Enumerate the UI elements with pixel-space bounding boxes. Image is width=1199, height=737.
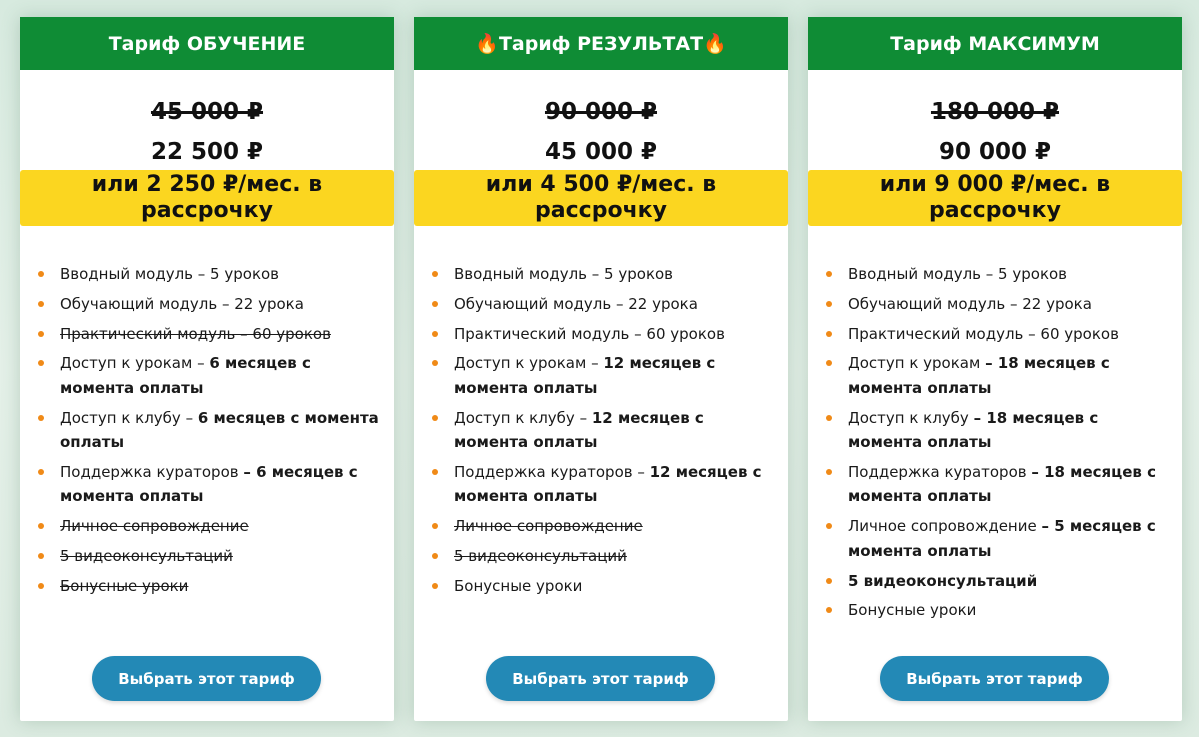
feature-item [432,574,780,599]
feature-text: Практический модуль – 60 уроков [454,324,725,343]
fire-icon: 🔥 [475,33,499,55]
feature-text: Доступ к клубу – [454,408,592,427]
feature-text: 5 видеоконсультаций [60,547,233,566]
fire-icon: 🔥 [703,33,727,55]
bullet-icon [826,578,832,584]
feature-text: Бонусные уроки [848,601,977,620]
feature-item [826,569,1174,594]
feature-item [432,351,780,400]
bullet-icon [432,301,438,307]
bullet-icon [38,360,44,366]
card-header [808,17,1182,70]
feature-item [826,460,1174,509]
bullet-icon [38,553,44,559]
feature-bold: 6 месяцев с момента оплаты [60,354,311,397]
feature-item [432,406,780,455]
bullet-icon [38,523,44,529]
bullet-icon [826,301,832,307]
bullet-icon [38,301,44,307]
select-tariff-button[interactable]: Выбрать этот тариф [486,656,715,701]
feature-bold: – 5 месяцев с момента оплаты [848,517,1156,560]
bullet-icon [38,415,44,421]
feature-bold: 6 месяцев с момента оплаты [60,408,379,452]
feature-text: Практический модуль – 60 уроков [60,324,331,343]
feature-item [38,574,386,599]
tariff-card-maksimum [808,17,1182,721]
feature-bold: 5 видеоконсультаций [848,571,1038,590]
bullet-icon [38,271,44,277]
bullet-icon [432,271,438,277]
feature-item [826,598,1174,623]
feature-item [432,262,780,287]
feature-bold: 12 месяцев с момента оплаты [454,462,762,506]
feature-list [38,262,386,604]
feature-text: Бонусные уроки [454,576,583,595]
feature-item [38,322,386,347]
feature-item [826,262,1174,287]
feature-text: Вводный модуль – 5 уроков [60,265,280,283]
installment-banner [808,170,1182,226]
feature-item [38,292,386,317]
feature-item [432,460,780,509]
feature-bold: – 18 месяцев с момента оплаты [848,462,1157,506]
bullet-icon [826,360,832,366]
installment-text: или 4 500 ₽/мес. в рассрочку [485,172,717,223]
card-header [414,17,788,70]
new-price: 45 000 ₽ [544,139,658,165]
feature-item [432,514,780,539]
feature-item [38,351,386,400]
feature-item [826,351,1174,400]
bullet-icon [432,553,438,559]
feature-list [432,262,780,604]
feature-item [38,262,386,287]
feature-text: Практический модуль – 60 уроков [848,324,1119,343]
feature-text: Вводный модуль – 5 уроков [454,265,674,283]
feature-text: Доступ к клубу [848,408,974,427]
bullet-icon [432,415,438,421]
feature-item [38,544,386,569]
bullet-icon [38,583,44,589]
feature-text: Поддержка кураторов – [454,462,650,481]
new-price: 22 500 ₽ [150,139,264,165]
feature-text: Доступ к урокам – [60,354,210,373]
feature-bold: – 6 месяцев с момента оплаты [60,462,358,506]
card-title: Тариф РЕЗУЛЬТАТ [498,32,704,55]
feature-text: Доступ к урокам [848,354,986,373]
card-title: Тариф МАКСИМУМ [890,32,1100,55]
feature-text: Поддержка кураторов [60,462,244,481]
installment-banner [20,170,394,226]
feature-text: 5 видеоконсультаций [454,547,627,566]
feature-text: Личное сопровождение [454,517,643,536]
bullet-icon [826,469,832,475]
feature-text: Вводный модуль – 5 уроков [848,265,1068,283]
feature-item [38,406,386,455]
feature-text: Доступ к урокам – [454,354,604,373]
bullet-icon [432,360,438,366]
bullet-icon [826,331,832,337]
bullet-icon [826,607,832,613]
installment-text: или 2 250 ₽/мес. в рассрочку [91,172,323,223]
bullet-icon [826,271,832,277]
feature-text: Обучающий модуль – 22 урока [60,294,304,313]
installment-banner [414,170,788,226]
old-price: 45 000 ₽ [150,99,264,125]
feature-item [432,322,780,347]
feature-list [826,262,1174,628]
card-header [20,17,394,70]
feature-item [826,292,1174,317]
feature-item [826,406,1174,455]
feature-item [826,322,1174,347]
old-price: 180 000 ₽ [930,99,1060,125]
feature-text: Поддержка кураторов [848,462,1032,481]
feature-item [432,544,780,569]
bullet-icon [432,583,438,589]
new-price: 90 000 ₽ [938,139,1052,165]
bullet-icon [38,331,44,337]
feature-bold: 12 месяцев с момента оплаты [454,354,716,397]
bullet-icon [826,523,832,529]
select-tariff-button[interactable]: Выбрать этот тариф [880,656,1109,701]
feature-text: Обучающий модуль – 22 урока [848,294,1092,313]
bullet-icon [826,415,832,421]
select-tariff-button[interactable]: Выбрать этот тариф [92,656,321,701]
feature-item [826,514,1174,563]
bullet-icon [432,469,438,475]
card-title: Тариф ОБУЧЕНИЕ [108,32,306,55]
feature-bold: – 18 месяцев с момента оплаты [848,408,1099,452]
feature-bold: 12 месяцев с момента оплаты [454,408,704,452]
feature-item [38,460,386,509]
installment-text: или 9 000 ₽/мес. в рассрочку [879,172,1111,223]
old-price: 90 000 ₽ [544,99,658,125]
feature-text: Личное сопровождение [848,517,1042,536]
feature-text: Личное сопровождение [60,517,249,536]
feature-bold: – 18 месяцев с момента оплаты [848,354,1110,397]
feature-item [432,292,780,317]
feature-text: Бонусные уроки [60,576,189,595]
bullet-icon [38,469,44,475]
feature-text: Обучающий модуль – 22 урока [454,294,698,313]
tariff-card-rezultat [414,17,788,721]
bullet-icon [432,331,438,337]
feature-text: Доступ к клубу – [60,408,198,427]
feature-item [38,514,386,539]
tariff-card-obuchenie [20,17,394,721]
bullet-icon [432,523,438,529]
